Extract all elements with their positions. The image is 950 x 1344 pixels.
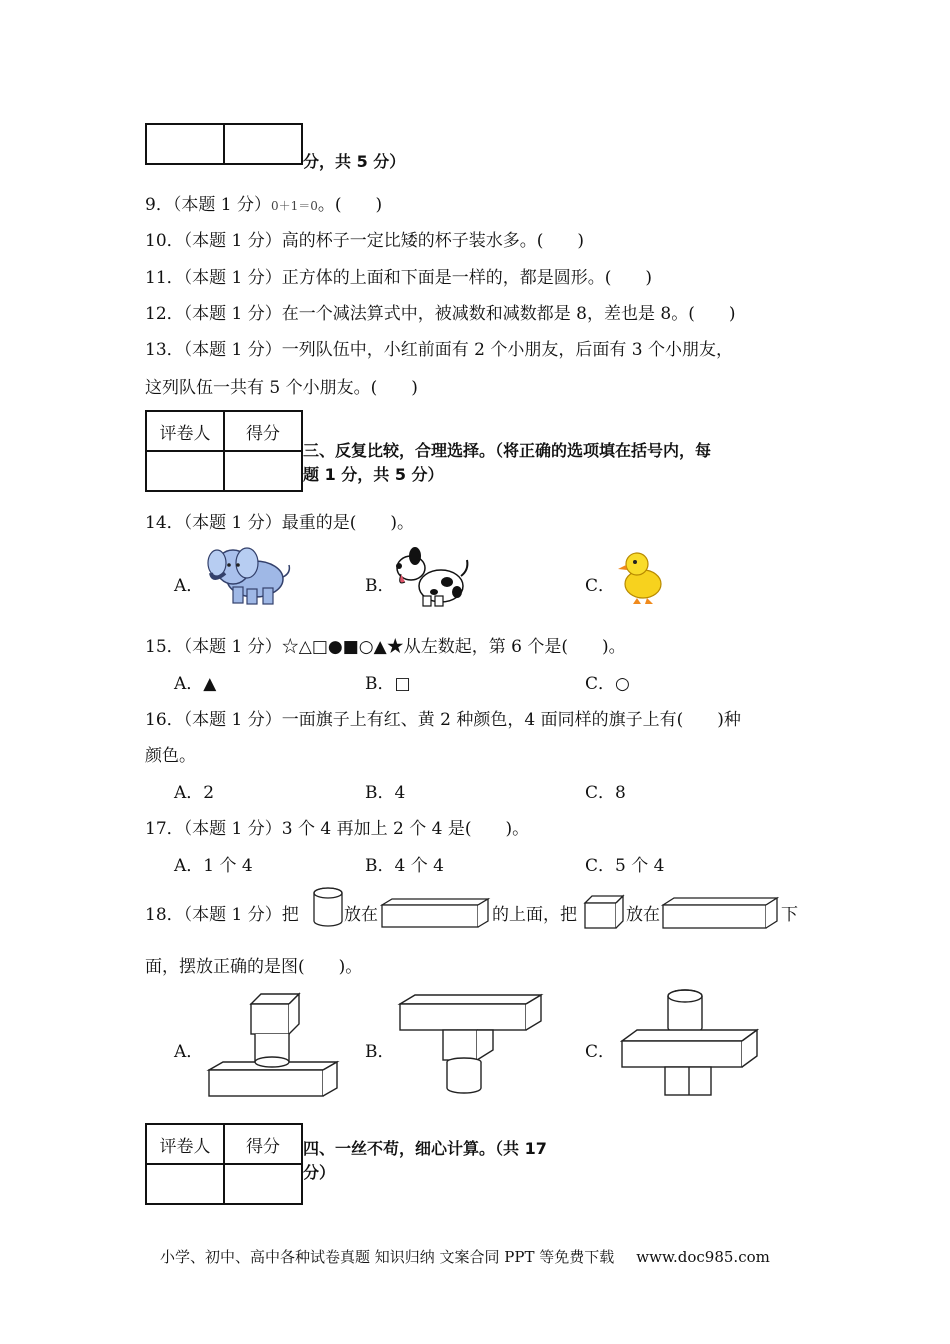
- dog-image: [389, 546, 471, 608]
- footer: [160, 1246, 770, 1267]
- score-table-section4: [145, 1123, 303, 1205]
- elephant-image: [203, 543, 295, 607]
- reviewer-label: 评卷人: [146, 1124, 224, 1164]
- section4-title: 四、一丝不苟，细心计算。（共 17 分）: [303, 1139, 547, 1182]
- question-12: 12．（本题 1 分）在一个减法算式中，被减数和减数都是 8，差也是 8。( ): [145, 304, 736, 324]
- cylinder-icon: [312, 886, 344, 928]
- score-label: 得分: [224, 1124, 302, 1164]
- question-18-cont: 面，摆放正确的是图( )。: [145, 957, 363, 977]
- cuboid-icon-2: [661, 896, 781, 930]
- question-9: 9．（本题 1 分）0＋1＝0。( ): [145, 195, 383, 215]
- question-15: 15．（本题 1 分）☆△□●■○▲★从左数起，第 6 个是( )。: [145, 637, 626, 657]
- q18-text-5: 下: [781, 905, 798, 925]
- formula: 0＋1＝0: [270, 199, 318, 213]
- question-18: 18．（本题 1 分）把: [145, 905, 299, 925]
- q15-option-a[interactable]: A．▲: [174, 674, 217, 694]
- score-label: 得分: [224, 411, 302, 451]
- q17-option-b[interactable]: B．4 个 4: [365, 856, 444, 876]
- figure-b-stack: [397, 992, 545, 1096]
- question-14: 14．（本题 1 分）最重的是( )。: [145, 513, 415, 533]
- q15-option-b[interactable]: B．□: [365, 674, 411, 694]
- reviewer-cell: [146, 451, 224, 491]
- question-11: 11．（本题 1 分）正方体的上面和下面是一样的，都是圆形。( ): [145, 268, 653, 288]
- score-cell: [224, 1164, 302, 1204]
- q18-text-4: 放在: [626, 905, 660, 925]
- q18-option-c[interactable]: C．: [585, 1042, 616, 1062]
- footer-link[interactable]: www.doc985.com: [636, 1248, 770, 1266]
- q16-option-a[interactable]: A．2: [174, 783, 215, 803]
- cuboid-icon: [380, 897, 492, 929]
- question-17: 17．（本题 1 分）3 个 4 再加上 2 个 4 是( )。: [145, 819, 530, 839]
- q18-text-3: 的上面，把: [492, 905, 577, 925]
- q16-option-c[interactable]: C．8: [585, 783, 626, 803]
- q17-option-a[interactable]: A．1 个 4: [174, 856, 253, 876]
- section3-title: 三、反复比较，合理选择。（将正确的选项填在括号内，每 题 1 分，共 5 分）: [303, 441, 712, 484]
- q17-option-c[interactable]: C．5 个 4: [585, 856, 665, 876]
- q16-option-b[interactable]: B．4: [365, 783, 406, 803]
- question-16-cont: 颜色。: [145, 746, 196, 766]
- score-cell: [224, 451, 302, 491]
- score-cell: [224, 124, 302, 164]
- reviewer-label: 评卷人: [146, 411, 224, 451]
- score-table-top: [145, 123, 303, 165]
- question-16: 16．（本题 1 分）一面旗子上有红、黄 2 种颜色，4 面同样的旗子上有( )种: [145, 710, 741, 730]
- q14-option-c[interactable]: C．: [585, 576, 616, 596]
- question-13-cont: 这列队伍一共有 5 个小朋友。( ): [145, 378, 418, 398]
- figure-c-stack: [619, 986, 761, 1098]
- section2-tail: 分，共 5 分）: [303, 152, 406, 171]
- figure-a-stack: [205, 990, 345, 1098]
- q14-option-b[interactable]: B．: [365, 576, 395, 596]
- q15-option-c[interactable]: C．○: [585, 674, 630, 694]
- question-10: 10．（本题 1 分）高的杯子一定比矮的杯子装水多。( ): [145, 231, 585, 251]
- q18-option-a[interactable]: A．: [174, 1042, 204, 1062]
- q18-option-b[interactable]: B．: [365, 1042, 395, 1062]
- score-table-section3: [145, 410, 303, 492]
- reviewer-cell: [146, 1164, 224, 1204]
- question-13: 13．（本题 1 分）一列队伍中，小红前面有 2 个小朋友，后面有 3 个小朋友，: [145, 340, 734, 360]
- q14-option-a[interactable]: A．: [174, 576, 204, 596]
- duckling-image: [615, 548, 665, 606]
- q18-text-2: 放在: [344, 905, 378, 925]
- cube-icon: [583, 894, 627, 930]
- footer-text: 小学、初中、高中各种试卷真题 知识归纳 文案合同 PPT 等免费下载: [160, 1248, 615, 1266]
- score-cell: [146, 124, 224, 164]
